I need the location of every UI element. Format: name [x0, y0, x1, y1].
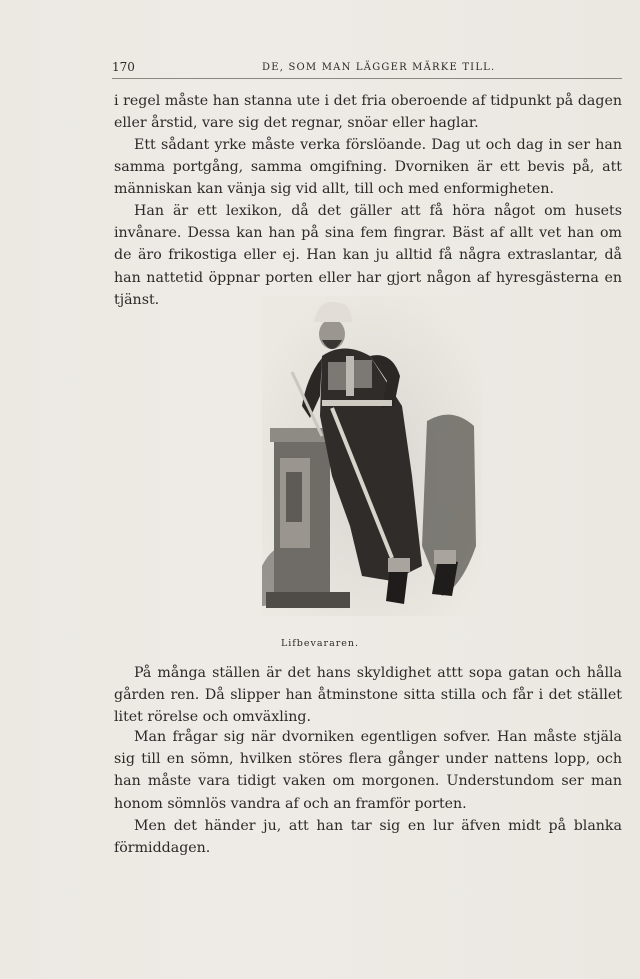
paragraph-1: i regel måste han stanna ute i det fria oberoende af tidpunkt på dagen eller årstid, vare sig det regnar, snöar eller haglar. — [114, 93, 622, 132]
header-rule — [112, 78, 622, 79]
figure-caption: Lifbevararen. — [280, 638, 360, 649]
photo-illustration — [262, 296, 482, 616]
paragraph-4: På många ställen är det hans skyldighet attt sopa gatan och hålla gården ren. Då slipper han åtminstone sitta stilla och får i det stället litet rörelse och omväxling. — [114, 665, 622, 726]
guard-photo-svg — [262, 296, 482, 616]
paragraph-2: Ett sådant yrke måste verka förslöande. Dag ut och dag in ser han samma portgång, samma omgifning. Dvorniken är ett bevis på, att människan kan vänja sig vid allt, till och med enformigheten. — [114, 137, 622, 198]
paragraph-6: Men det händer ju, att han tar sig en lur äfven midt på blanka förmiddagen. — [114, 818, 622, 857]
page-header — [112, 60, 624, 76]
running-title: DE, SOM MAN LÄGGER MÄRKE TILL. — [262, 62, 496, 73]
paragraph-3: Han är ett lexikon, då det gäller att få höra något om husets invånare. Dessa kan han på sina fem fingrar. Bäst af allt vet han om de äro frikostiga eller ej. Han kan ju alltid få några extraslantar, då han nattetid öppnar porten eller har gjort någon af hyresgästerna en tjänst. — [114, 203, 622, 308]
page-number: 170 — [112, 60, 135, 74]
paragraph-5: Man frågar sig när dvorniken egentligen sofver. Han måste stjäla sig till en sömn, hvilken störes flera gånger under nattens lopp, och han måste vara tidigt vaken om morgonen. Understundom ser man honom sömnlös vandra af och an framför porten. — [114, 729, 622, 812]
